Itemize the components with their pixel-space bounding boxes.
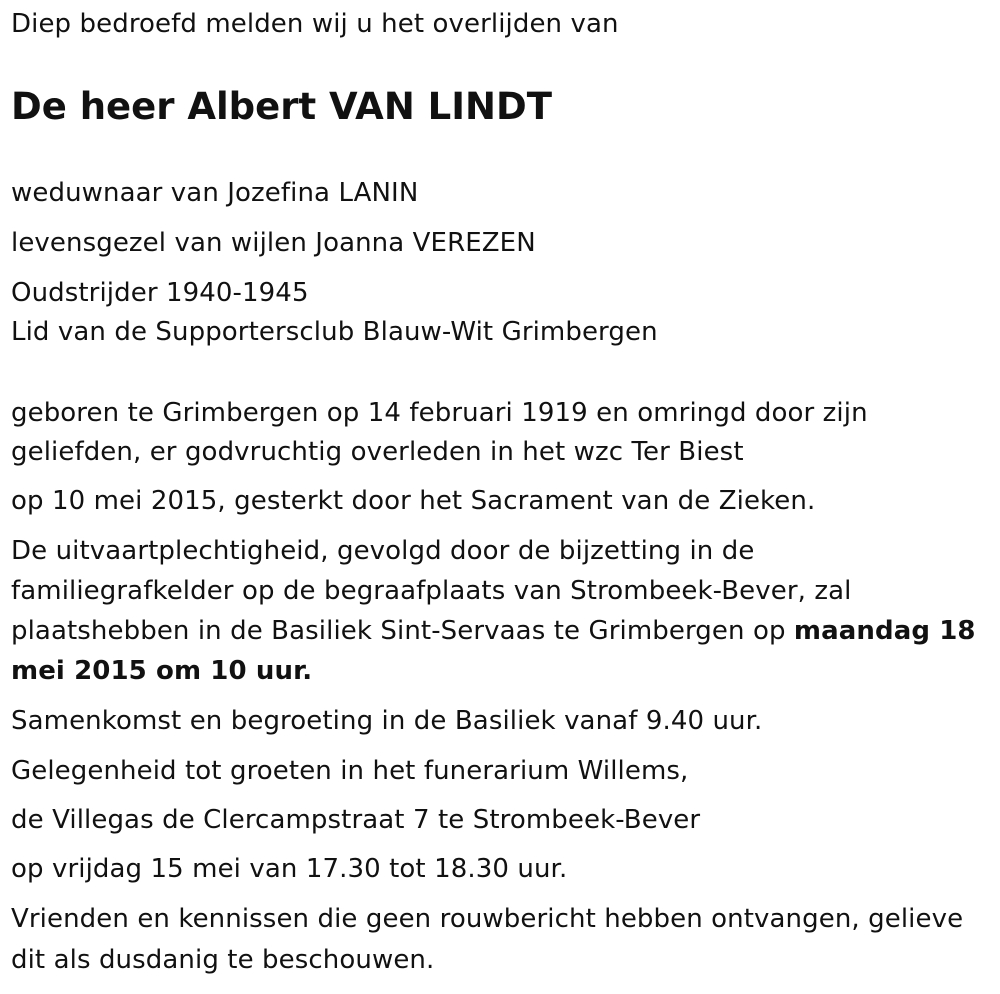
role-supporters-club: Lid van de Supportersclub Blauw-Wit Grimbergen [11,317,658,347]
gathering-text: Samenkomst en begroeting in de Basiliek vanaf 9.40 uur. [11,706,763,736]
birth-text-line-2: geliefden, er godvruchtig overleden in het wzc Ter Biest [11,437,744,467]
closing-text-line-1: Vrienden en kennissen die geen rouwbericht hebben ontvangen, gelieve [11,904,964,934]
funeral-text-line-3 [11,611,976,651]
relation-partner: levensgezel van wijlen Joanna VEREZEN [11,228,536,258]
funeral-location-text: plaatshebben in de Basiliek Sint-Servaas te Grimbergen op [11,616,794,646]
funeral-text-line-1: De uitvaartplechtigheid, gevolgd door de bijzetting in de [11,536,755,566]
deceased-name: De heer Albert VAN LINDT [11,85,552,128]
funeral-text-line-2: familiegrafkelder op de begraafplaats van Strombeek-Bever, zal [11,576,852,606]
death-text: op 10 mei 2015, gesterkt door het Sacrament van de Zieken. [11,486,816,516]
birth-text-line-1: geboren te Grimbergen op 14 februari 1919 en omringd door zijn [11,398,868,428]
visit-time: op vrijdag 15 mei van 17.30 tot 18.30 uur. [11,854,568,884]
visit-address: de Villegas de Clercampstraat 7 te Strombeek-Bever [11,805,701,835]
role-veteran: Oudstrijder 1940-1945 [11,278,309,308]
closing-text-line-2: dit als dusdanig te beschouwen. [11,945,435,975]
funeral-time-bold: mei 2015 om 10 uur. [11,656,313,686]
intro-text: Diep bedroefd melden wij u het overlijden van [11,9,619,39]
relation-widower: weduwnaar van Jozefina LANIN [11,178,419,208]
visit-text-line-1: Gelegenheid tot groeten in het funerarium Willems, [11,756,689,786]
funeral-date-bold: maandag 18 [793,616,976,646]
